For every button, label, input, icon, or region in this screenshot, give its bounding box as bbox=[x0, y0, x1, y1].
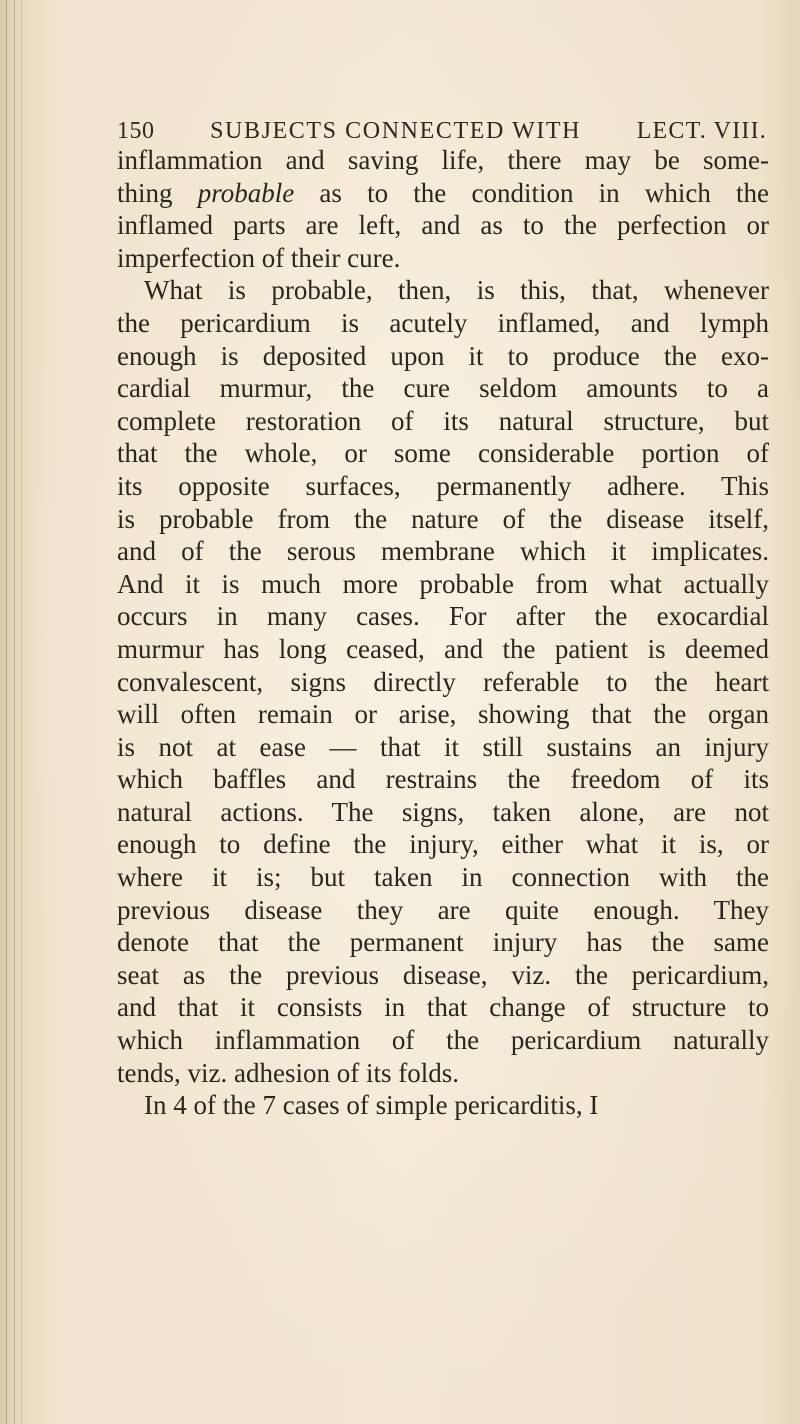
text-line: is probable from the nature of the disease itself, bbox=[117, 503, 769, 534]
text-line: inflammation and saving life, there may be some- bbox=[117, 145, 769, 175]
text-line: and that it consists in that change of structure to bbox=[117, 992, 769, 1023]
text-line: occurs in many cases. For after the exocardial bbox=[117, 601, 769, 632]
text-line: will often remain or arise, showing that the organ bbox=[117, 699, 769, 730]
text-line: previous disease they are quite enough. They bbox=[117, 894, 769, 925]
text-line: that the whole, or some considerable portion of bbox=[117, 438, 769, 469]
text-line: And it is much more probable from what actually bbox=[117, 568, 769, 599]
text-line: denote that the permanent injury has the same bbox=[117, 927, 769, 958]
text-line: In 4 of the 7 cases of simple pericarditis, I bbox=[144, 1090, 599, 1121]
italic-word: probable bbox=[197, 177, 295, 208]
text-line: natural actions. The signs, taken alone, are not bbox=[117, 796, 769, 827]
running-title: SUBJECTS CONNECTED WITH bbox=[210, 118, 582, 144]
page-number: 150 bbox=[117, 118, 155, 144]
text-line: imperfection of their cure. bbox=[117, 242, 401, 273]
text-line: seat as the previous disease, viz. the pericardium, bbox=[117, 959, 769, 990]
text-line: inflamed parts are left, and as to the perfection or bbox=[117, 210, 769, 241]
text-line: the pericardium is acutely inflamed, and lymph bbox=[117, 307, 769, 338]
gutter-edge-line bbox=[6, 0, 7, 1424]
lecture-label: LECT. VIII. bbox=[636, 118, 767, 144]
text-line: its opposite surfaces, permanently adhere. This bbox=[117, 470, 769, 501]
body-text bbox=[117, 144, 769, 1122]
gutter-edge-line bbox=[21, 0, 22, 1424]
text-line: tends, viz. adhesion of its folds. bbox=[117, 1057, 459, 1088]
text-line: and of the serous membrane which it implicates. bbox=[117, 536, 769, 567]
text-line: enough is deposited upon it to produce the exo- bbox=[117, 340, 769, 371]
text-line: which inflammation of the pericardium naturally bbox=[117, 1025, 769, 1056]
text-line: where it is; but taken in connection with the bbox=[117, 862, 769, 893]
text-line: complete restoration of its natural structure, but bbox=[117, 405, 769, 436]
running-header bbox=[117, 118, 767, 145]
text-line: murmur has long ceased, and the patient is deemed bbox=[117, 633, 769, 664]
text-line: which baffles and restrains the freedom of its bbox=[117, 764, 769, 795]
text-line: thing probable as to the condition in which the bbox=[117, 177, 769, 208]
gutter-edge-line bbox=[14, 0, 15, 1424]
paragraph bbox=[117, 1089, 769, 1122]
text-line: convalescent, signs directly referable to the heart bbox=[117, 666, 769, 697]
text-line: enough to define the injury, either what it is, or bbox=[117, 829, 769, 860]
text-line: is not at ease — that it still sustains an injury bbox=[117, 731, 769, 762]
paragraph bbox=[117, 144, 769, 274]
paragraph bbox=[117, 274, 769, 1089]
text-line: What is probable, then, is this, that, whenever bbox=[144, 275, 769, 306]
text-line: cardial murmur, the cure seldom amounts to a bbox=[117, 373, 769, 404]
